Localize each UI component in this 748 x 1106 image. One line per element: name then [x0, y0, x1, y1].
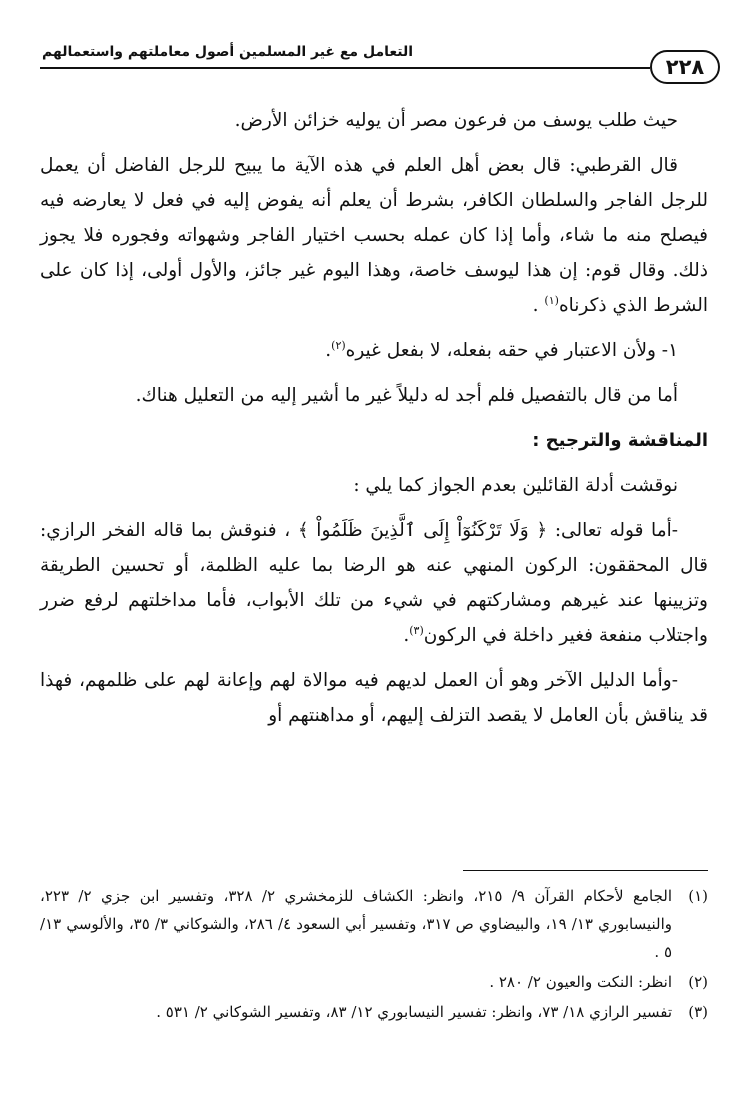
- paragraph-end: .: [325, 340, 332, 361]
- paragraph-text: قال القرطبي: قال بعض أهل العلم في هذه الآية ما يبيح للرجل الفاضل أن يعمل للرجل الفاجر والسلطان الكافر، بشرط أن يعلم أنه يفوض إليه في فعل لا يعارضه فيه فيصلح منه ما شاء، وأما إذا كان عمله بحسب اختيار الفاجر وشهواته وفجوره فلا يجوز ذلك. وقال قوم: إن هذا ليوسف خاصة، وهذا اليوم غير جائز، والأول أولى، إذا كان على الشرط الذي ذكرناه: [40, 155, 708, 316]
- header-rule: [40, 67, 650, 69]
- paragraph: -وأما الدليل الآخر وهو أن العمل لديهم فيه موالاة لهم وإعانة لهم على ظلمهم، فهذا قد يناقش بأن العامل لا يقصد التزلف إليهم، أو مداهنتهم أو: [40, 670, 708, 726]
- page-number-badge: ٢٢٨: [650, 50, 720, 84]
- main-text: [40, 103, 708, 743]
- page-header: [30, 40, 720, 100]
- paragraph-text: ١- ولأن الاعتبار في حقه بفعله، لا بفعل غيره: [345, 340, 678, 361]
- footnote-text: الجامع لأحكام القرآن ٩/ ٢١٥، وانظر: الكشاف للزمخشري ٢/ ٣٢٨، وتفسير ابن جزي ٢/ ٢٢٣، والنيسابوري ١٣/ ١٩، والبيضاوي ص ٣١٧، وتفسير أبي السعود ٤/ ٢٨٦، والشوكاني ٣/ ٣٥، والألوسي ١٣/ ٥ .: [40, 887, 673, 961]
- footnote-number: (٣): [688, 1003, 708, 1021]
- paragraph-end: .: [532, 295, 545, 316]
- paragraph: نوقشت أدلة القائلين بعدم الجواز كما يلي :: [353, 475, 678, 496]
- footnote-ref: (١): [544, 293, 559, 307]
- paragraph-qurtubi: [40, 148, 708, 323]
- running-title: التعامل مع غير المسلمين أصول معاملتهم واستعمالهم: [42, 44, 414, 60]
- footnote-number: (١): [688, 887, 708, 905]
- footnote-separator: [463, 870, 708, 871]
- footnote-number: (٢): [688, 973, 708, 991]
- quran-verse: ﴿ وَلَا تَرْكَنُوٓاْ إِلَى ٱلَّذِينَ ظَلَمُواْ ﴾: [297, 520, 548, 541]
- paragraph-text: ، فنوقش بما قاله الفخر الرازي: قال المحققون: الركون المنهي عنه هو الرضا بما عليه الظلمة، أو تحسين الطريقة وتزيينها عند غيرهم ومشاركتهم في شيء من تلك الأبواب، فأما مداخلتهم لرفع ضرر واجتلاب منفعة فغير داخلة في الركون: [40, 520, 708, 646]
- paragraph-end: .: [403, 625, 410, 646]
- footnote: [40, 882, 708, 966]
- footnote-text: تفسير الرازي ١٨/ ٧٣، وانظر: تفسير النيسابوري ١٢/ ٨٣، وتفسير الشوكاني ٢/ ٥٣١ .: [156, 1003, 672, 1021]
- footnote: [40, 998, 708, 1026]
- section-heading: المناقشة والترجيح :: [532, 430, 708, 451]
- footnote-ref: (٢): [331, 338, 346, 352]
- paragraph-point: [40, 333, 708, 368]
- paragraph: حيث طلب يوسف من فرعون مصر أن يوليه خزائن الأرض.: [234, 110, 678, 131]
- footnote: [40, 968, 708, 996]
- paragraph-text: -أما قوله تعالى:: [547, 520, 678, 541]
- paragraph-razi: [40, 513, 708, 653]
- footnote-ref: (٣): [409, 623, 424, 637]
- paragraph: أما من قال بالتفصيل فلم أجد له دليلاً غير ما أشير إليه من التعليل هناك.: [135, 385, 678, 406]
- footnote-text: انظر: النكت والعيون ٢/ ٢٨٠ .: [489, 973, 672, 991]
- footnotes: [40, 880, 708, 1028]
